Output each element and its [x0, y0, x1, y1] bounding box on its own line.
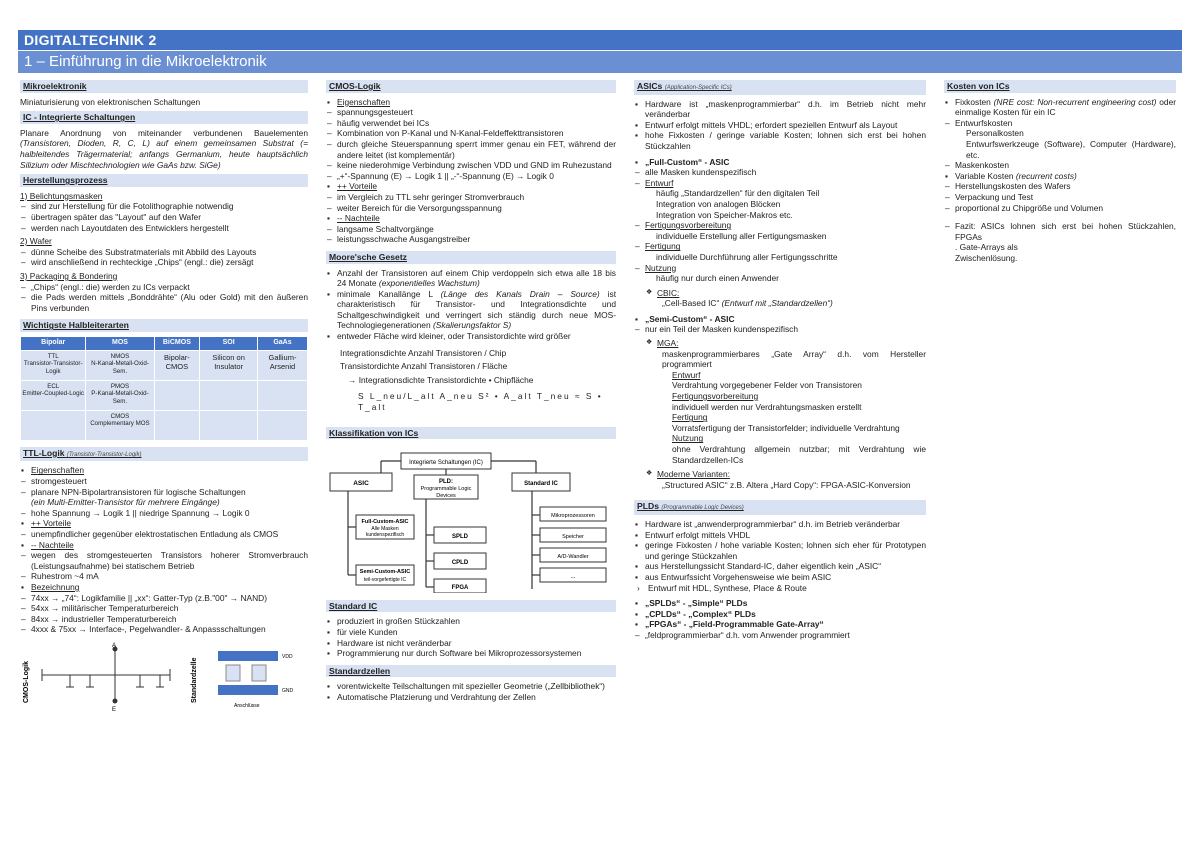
svg-text:PLD:: PLD: — [439, 479, 453, 486]
section-heading: TTL-Logik (Transistor-Transistor-Logik) — [20, 447, 308, 462]
list: ▪ Hardware ist „anwenderprogrammierbar“ d.h. im Betrieb veränderbar ▪ Entwurf erfolgt mittels VHDL ▪ geringe Fixkosten / hohe variable Kosten; lohnen sich eher für Prototypen und geringe Stückzahlen ▪ aus Herstellungssicht Standard-IC, daher eigentlich kein „ASIC“ ▪ aus Entwurfssicht Vorgehensweise wie beim ASIC › Entwurf mit HDL, Synthese, Place & Route — [634, 519, 926, 593]
scaling-equation: S L_neu/L_alt A_neu S² • A_alt T_neu ≈ S • T_alt — [358, 391, 603, 413]
svg-text:A/D-Wandler: A/D-Wandler — [557, 554, 589, 561]
section-heading: Wichtigste Halbleiterarten — [20, 319, 308, 332]
svg-text:FPGA: FPGA — [451, 585, 469, 592]
svg-text:Speicher: Speicher — [562, 534, 584, 541]
section-heading: ASICs (Application-Specific ICs) — [634, 80, 926, 95]
list: ▪ Hardware ist „maskenprogrammierbar“ d.h. im Betrieb nicht mehr veränderbar ▪ Entwurf erfolgt mittels VHDL; erfordert speziellen Entwurf als Layout ▪ hohe Fixkosten / geringe variable Kosten; lohnen sich erst bei hohen Stückzahlen — [634, 99, 926, 152]
list: 1) Belichtungsmasken – sind zur Herstellung für die Fotolithographie notwendig – übertragen später das "Layout" auf den Wafer – werden nach Layoutdaten des Entwicklers hergestellt 2) Wafer – dünne Scheibe des Substratmaterials mit Abbild des Layouts – wird anschließend in rechteckige „Chips“ (engl.: die) zersägt 3) Packaging & Bondering – „Chips“ (engl.: die) werden zu ICs verpackt – die Pads werden mittels „Bonddrähte“ (Alu oder Gold) mit den äußeren Pins verbunden — [20, 191, 308, 314]
column-4 — [944, 78, 1176, 264]
svg-text:Mikroprozessoren: Mikroprozessoren — [551, 513, 595, 520]
section-heading: CMOS-Logik — [326, 80, 616, 93]
formula-block: Integrationsdichte Anzahl Transistoren / Chip Transistordichte Anzahl Transistoren / Fläche → Integrationsdichte Transistordichte • Chipfläche — [340, 347, 534, 385]
list: ❖ CBIC: „Cell-Based IC“ (Entwurf mit „Standardzellen“) — [646, 288, 926, 309]
list: ▪ „Full-Custom“ - ASIC – alle Masken kundenspezifisch – Entwurf häufig „Standardzellen“ für den digitalen Teil Integration von analogen Blöcken Integration von Speicher-Makros etc. – Fertigungsvorbereitung individuelle Erstellung aller Fertigungsmasken – Fertigung individuelle Durchführung aller Fertigungsschritte – Nutzung häufig nur durch einen Anwender — [634, 157, 926, 284]
section-heading: Standard IC — [326, 600, 616, 613]
svg-text:SPLD: SPLD — [451, 534, 469, 541]
svg-text:GND: GND — [282, 687, 294, 694]
text: Planare Anordnung von miteinander verbundenen Bauelementen (Transistoren, Dioden, R, C, L) auf einem gemeinsamen Substrat (= halbleitendes Trägermaterial; anfangs Germanium, heute hauptsächlich Silizium oder Mischtechnologien wie GaAs bzw. SiGe) — [20, 127, 308, 170]
svg-text:teil-vorgefertigte IC: teil-vorgefertigte IC — [363, 577, 407, 584]
list: ▪ Eigenschaften – spannungsgesteuert – häufig verwendet bei ICs – Kombination von P-Kanal und N-Kanal-Feldeffekttransistoren – durch gleiche Steuerspannung sperrt immer genau ein FET, während der andere leitet (ist komplementär) – keine niederohmige Verbindung zwischen VDD und GND im Ruhezustand – „+“-Spannung (E) → Logik 1 || „-“-Spannung (E) → Logik 0 ▪ ++ Vorteile – im Vergleich zu TTL sehr geringer Stromverbrauch – weiter Bereich für die Versorgungsspannung ▪ -- Nachteile – langsame Schaltvorgänge – leistungsschwache Ausgangstreiber — [326, 97, 616, 245]
cmos-standardcell-figure — [20, 641, 308, 713]
list: ▪ Anzahl der Transistoren auf einem Chip verdoppeln sich etwa alle 18 bis 24 Monate (exponentielles Wachstum) ▪ minimale Kanallänge L (Länge des Kanals Drain – Source) ist charakteristisch für Transistor- und Integrationsdichte und Schaltgeschwindigkeit und verringert sich ständig durch neue MOS-Technologiegenerationen (Skalierungsfaktor S) ▪ entweder Fläche wird kleiner, oder Transistordichte wird größer — [326, 268, 616, 342]
svg-text:Integrierte Schaltungen (IC): Integrierte Schaltungen (IC) — [409, 460, 483, 467]
section-heading: Standardzellen — [326, 665, 616, 678]
svg-text:Devices: Devices — [436, 493, 456, 500]
column-1 — [20, 78, 308, 716]
svg-text:Anschlüsse: Anschlüsse — [234, 702, 260, 709]
section-heading: Mikroelektronik — [20, 80, 308, 93]
list: ▪ Fixkosten (NRE cost: Non-recurrent engineering cost) oder einmalige Kosten für ein IC – Entwurfskosten Personalkosten Entwurfswerkzeuge (Software), Computer (Hardware), etc. – Maskenkosten ▪ Variable Kosten (recurrent costs) – Herstellungskosten des Wafers – Verpackung und Test – proportional zu Chipgröße und Volumen – Fazit: ASICs lohnen sich erst bei hohen Stückzahlen, FPGAs . Gate-Arrays als Zwischenlösung. — [944, 97, 1176, 264]
svg-text:ASIC: ASIC — [353, 480, 369, 488]
ic-classification-diagram — [326, 443, 616, 593]
svg-text:...: ... — [570, 574, 576, 581]
svg-text:CPLD: CPLD — [451, 560, 469, 567]
figure-label: CMOS-Logik — [23, 660, 30, 703]
standardcell-icon — [218, 651, 278, 695]
section-heading: Kosten von ICs — [944, 80, 1176, 93]
table-cell: ECL Emitter-Coupled-Logic — [21, 380, 86, 410]
table-cell: PMOS P-Kanal-Metall-Oxid-Sem. — [86, 380, 154, 410]
list: ▪ vorentwickelte Teilschaltungen mit spezieller Geometrie („Zellbibliothek“) ▪ Automatische Platzierung und Verdrahtung der Zellen — [326, 681, 616, 702]
svg-text:Alle Masken: Alle Masken — [371, 526, 399, 533]
table-cell: CMOS Complementary MOS — [86, 410, 154, 440]
svg-text:kundenspezifisch: kundenspezifisch — [365, 532, 405, 539]
list: ▪ produziert in großen Stückzahlen ▪ für viele Kunden ▪ Hardware ist nicht veränderbar ▪ Programmierung nur durch Software bei Mikroprozessorsystemen — [326, 616, 616, 658]
column-3 — [634, 78, 926, 641]
svg-text:Standard IC: Standard IC — [524, 481, 558, 488]
list: ▪ „Semi-Custom“ - ASIC – nur ein Teil der Masken kundenspezifisch — [634, 314, 926, 335]
svg-text:VDD: VDD — [282, 653, 293, 660]
document-title: DIGITALTECHNIK 2 — [18, 30, 1182, 50]
semiconductor-table: Bipolar MOS BiCMOS SOI GaAs TTL Transistor-Transistor-Logik NMOS N-Kanal-Metall-Oxid-Sem. Bipolar-CMOS Silicon on Insulator Gallium-Arsenid ECL Emitter-Coupled-Logic PMOS P-Kanal-Metall-Oxid-Sem. CMOS Complementary MOS — [20, 336, 308, 441]
figure-label: Standardzelle — [191, 657, 198, 703]
svg-text:Full-Custom-ASIC: Full-Custom-ASIC — [361, 519, 409, 526]
section-heading: Klassifikation von ICs — [326, 427, 616, 440]
section-heading: PLDs (Programmable Logic Devices) — [634, 500, 926, 515]
list: ❖ MGA: maskenprogrammierbares „Gate Array“ d.h. vom Hersteller programmiert Entwurf Verdrahtung vorgegebener Felder von Transistoren Fertigungsvorbereitung individuell werden nur Verdrahtungsmasken erstellt Fertigung Vorratsfertigung der Transistorfelder; individuelle Verdrahtung Nutzung ohne Verdrahtung allgemein nutzbar; mit Verdrahtung wie Standardzellen-ICs ❖ Moderne Varianten: „Structured ASIC“ z.B. Altera „Hard Copy“: FPGA-ASIC-Konversion — [646, 338, 926, 490]
section-heading: IC - Integrierte Schaltungen — [20, 111, 308, 124]
section-heading: Moore'sche Gesetz — [326, 251, 616, 264]
chapter-title: 1 – Einführung in die Mikroelektronik — [18, 51, 1182, 73]
svg-text:A: A — [112, 642, 117, 649]
table-cell: Bipolar-CMOS — [154, 350, 200, 380]
table-cell: TTL Transistor-Transistor-Logik — [21, 350, 86, 380]
cmos-circuit-icon — [42, 647, 170, 703]
svg-text:Semi-Custom-ASIC: Semi-Custom-ASIC — [359, 569, 411, 576]
list: ▪ „SPLDs“ - „Simple“ PLDs ▪ „CPLDs“ - „Complex“ PLDs ▪ „FPGAs“ - „Field-Programmable Gate-Array“ – „feldprogrammierbar“ d.h. vom Anwender programmiert — [634, 598, 926, 640]
table-cell: Gallium-Arsenid — [257, 350, 307, 380]
svg-text:Programmable Logic: Programmable Logic — [420, 486, 472, 493]
text: Miniaturisierung von elektronischen Schaltungen — [20, 96, 201, 107]
column-2 — [326, 78, 616, 703]
table-cell: NMOS N-Kanal-Metall-Oxid-Sem. — [86, 350, 154, 380]
table-cell: Silicon on Insulator — [200, 350, 258, 380]
list: ▪ Eigenschaften – stromgesteuert – planare NPN-Bipolartransistoren für logische Schaltungen (ein Multi-Emitter-Transistor für mehrere Eingänge) – hohe Spannung → Logik 1 || niedrige Spannung → Logik 0 ▪ ++ Vorteile – unempfindlicher gegenüber elektrostatischen Entladung als CMOS ▪ -- Nachteile – wegen des stromgesteuerten Transistors hoherer Stromverbrauch (Leistungsaufnahme) bei statischem Betrieb – Ruhestrom ~4 mA ▪ Bezeichnung – 74xx → „74“: Logikfamilie || „xx“: Gatter-Typ (z.B."00" → NAND) – 54xx → militärischer Temperaturbereich – 84xx → industrieller Temperaturbereich – 4xxx & 75xx → Interface-, Pegelwandler- & Anpassschaltungen — [20, 465, 308, 635]
svg-text:E: E — [112, 706, 117, 713]
section-heading: Herstellungsprozess — [20, 174, 308, 187]
